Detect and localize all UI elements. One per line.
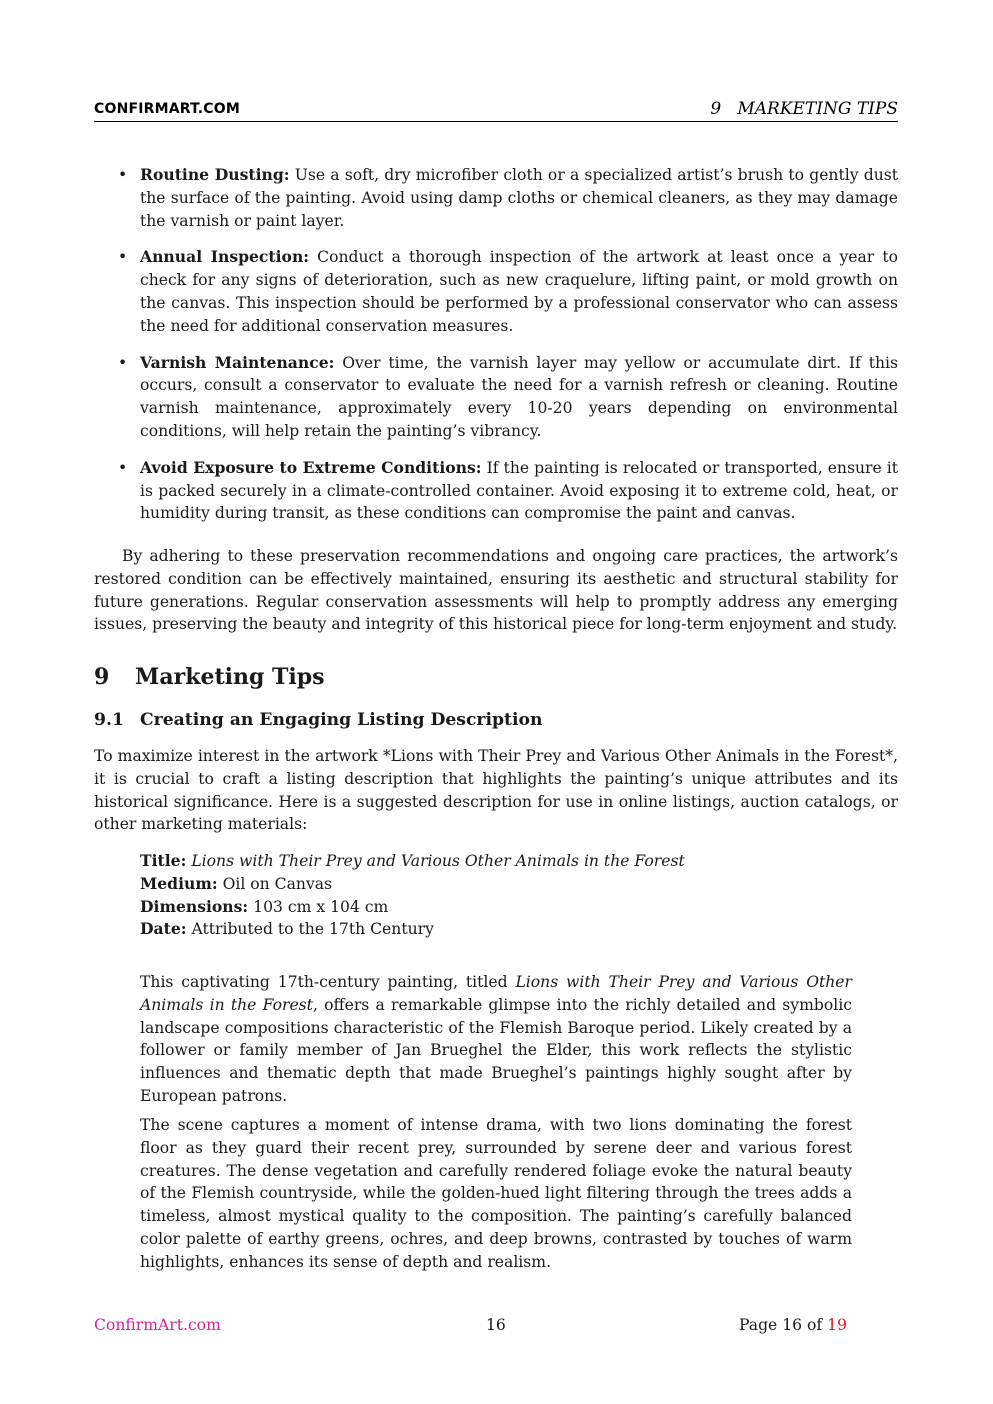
section-number: 9 [94, 664, 110, 690]
bullet-term: Annual Inspection: [140, 247, 310, 267]
bullet-item [94, 164, 898, 232]
listing-dimensions-value: 103 cm x 104 cm [253, 897, 389, 916]
listing-medium-label: Medium: [140, 873, 218, 893]
description-text: , offers a remarkable glimpse into the richly detailed and symbolic landscape compositions characteristic of the Flemish Baroque period. Likely created by a follower or family member of Jan Brueghel the Elder, this work reflects the stylistic influences and thematic depth that made Brueghel’s paintings highly sought after by European patrons. [140, 995, 852, 1105]
bullet-text: If the painting is relocated or transported, ensure it is packed securely in a climate-controlled container. Avoid exposing it to extreme cold, heat, or humidity during transit, as these conditions can compromise the paint and canvas. [140, 458, 898, 523]
description-italic-title: Lions with Their Prey and Various Other Animals in the Forest [140, 973, 852, 1014]
footer-page-count [739, 1316, 847, 1334]
running-header-title: 9 MARKETING TIPS [710, 99, 898, 119]
bullet-term: Avoid Exposure to Extreme Conditions: [140, 457, 482, 477]
bullet-dot: • [118, 248, 128, 267]
footer-site-link[interactable]: ConfirmArt.com [94, 1316, 221, 1334]
bullet-item [94, 457, 898, 525]
listing-medium-row [140, 873, 852, 896]
subsection-title: Creating an Engaging Listing Description [140, 710, 543, 730]
listing-title-label: Title: [140, 851, 187, 870]
description-paragraph-1 [140, 971, 852, 1108]
footer-total-pages-link[interactable]: 19 [827, 1316, 847, 1334]
description-text: This captivating 17th-century painting, titled [140, 973, 516, 991]
bullet-term: Varnish Maintenance: [140, 352, 335, 372]
section-title: Marketing Tips [135, 664, 325, 690]
listing-date-value: Attributed to the 17th Century [191, 920, 434, 939]
listing-date-row [140, 918, 852, 941]
listing-dimensions-label: Dimensions: [140, 896, 249, 916]
bullet-term: Routine Dusting: [140, 165, 290, 184]
bullet-dot: • [118, 353, 128, 372]
listing-title-value: Lions with Their Prey and Various Other Animals in the Forest [191, 852, 685, 870]
bullet-item [94, 352, 898, 443]
listing-details [140, 850, 852, 941]
listing-medium-value: Oil on Canvas [222, 874, 333, 893]
footer-page-number: 16 [486, 1316, 506, 1334]
listing-date-label: Date: [140, 919, 187, 939]
section-heading [94, 664, 325, 690]
bullet-dot: • [118, 458, 128, 477]
bullet-text: Over time, the varnish layer may yellow or accumulate dirt. If this occurs, consult a conservator to evaluate the need for a varnish refresh or cleaning. Routine varnish maintenance, approximately every 10-20 years depending on environmental conditions, will help retain the painting’s vibrancy. [140, 353, 898, 440]
subsection-number: 9.1 [94, 710, 124, 730]
site-logo: CONFIRMART.COM [94, 101, 241, 117]
bullet-item [94, 246, 898, 337]
listing-title-row [140, 850, 852, 873]
bullet-text: Use a soft, dry microfiber cloth or a specialized artist’s brush to gently dust the surface of the painting. Avoid using damp cloths or chemical cleaners, as they may damage the varnish or paint layer. [140, 166, 899, 230]
care-bullet-list [94, 164, 898, 539]
header-rule [94, 121, 898, 122]
description-paragraph-2: The scene captures a moment of intense drama, with two lions dominating the forest floor as they guard their recent prey, surrounded by serene deer and various forest creatures. The dense vegetation and carefully rendered foliage evoke the natural beauty of the Flemish countryside, while the golden-hued light filtering through the trees adds a timeless, almost mystical quality to the composition. The painting’s carefully balanced color palette of earthy greens, ochres, and deep browns, contrasted by touches of warm highlights, enhances its sense of depth and realism. [140, 1116, 852, 1271]
footer-page-prefix: Page 16 of [738, 1316, 828, 1334]
bullet-dot: • [118, 166, 128, 184]
closing-paragraph: By adhering to these preservation recommendations and ongoing care practices, the artwork’s restored condition can be effectively maintained, ensuring its aesthetic and structural stability for future generations. Regular conservation assessments will help to promptly address any emerging issues, preserving the beauty and integrity of this historical piece for long-term enjoyment and study. [94, 547, 898, 634]
listing-dimensions-row [140, 896, 852, 919]
subsection-heading [94, 710, 542, 730]
bullet-text: Conduct a thorough inspection of the artwork at least once a year to check for any signs of deterioration, such as new craquelure, lifting paint, or mold growth on the canvas. This inspection should be performed by a professional conservator who can assess the need for additional conservation measures. [140, 248, 898, 335]
intro-paragraph: To maximize interest in the artwork *Lions with Their Prey and Various Other Animals in the Forest*, it is crucial to craft a listing description that highlights the painting’s unique attributes and its historical significance. Here is a suggested description for use in online listings, auction catalogs, or other marketing materials: [94, 747, 898, 834]
